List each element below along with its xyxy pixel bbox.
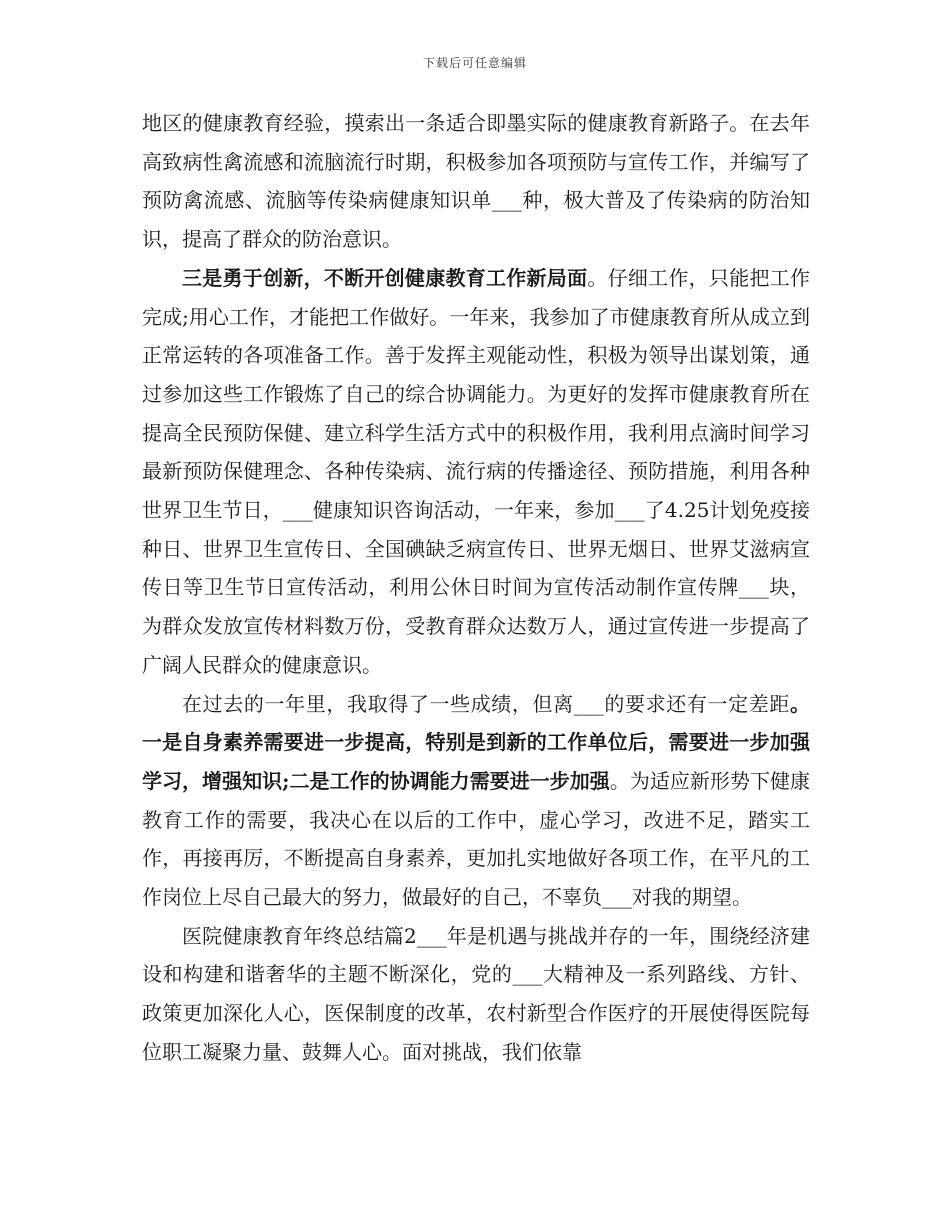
paragraph-3-emphasis: 。一是自身素养需要进一步提高，特别是到新的工作单位后，需要进一步加强学习，增强知识;二是工作的协调能力需要进一步加强: [142, 691, 810, 793]
page-header: 下载后可任意编辑: [422, 56, 527, 70]
paragraph-3-intro: 在过去的一年里，我取得了一些成绩，但离___的要求还有一定差距: [182, 691, 790, 716]
paragraph-1: 地区的健康教育经验，摸索出一条适合即墨实际的健康教育新路子。在去年高致病性禽流感和流脑流行时期，积极参加各项预防与宣传工作，并编写了预防禽流感、流脑等传染病健康知识单___种，极大普及了传染病的防治知识，提高了群众的防治意识。: [142, 111, 810, 252]
paragraph-4: 医院健康教育年终总结篇2___年是机遇与挑战并存的一年，围绕经济建设和构建和谐奢华的主题不断深化，党的___大精神及一系列路线、方针、政策更加深化人心，医保制度的改革，农村新型合作医疗的开展使得医院每位职工凝聚力量、鼓舞人心。面对挑战，我们依靠: [142, 923, 810, 1064]
paragraph-2: [142, 259, 810, 685]
document-body: [142, 104, 810, 1072]
paragraph-3-text: 。为适应新形势下健康教育工作的需要，我决心在以后的工作中，虚心学习，改进不足，踏实工作，再接再厉，不断提高自身素养，更加扎实地做好各项工作，在平凡的工作岗位上尽自己最大的努力，做最好的自己，不辜负___对我的期望。: [142, 768, 810, 910]
paragraph-2-text: 。仔细工作，只能把工作完成;用心工作，才能把工作做好。一年来，我参加了市健康教育所从成立到正常运转的各项准备工作。善于发挥主观能动性，积极为领导出谋划策，通过参加这些工作锻炼了自己的综合协调能力。为更好的发挥市健康教育所在提高全民预防保健、建立科学生活方式中的积极作用，我利用点滴时间学习最新预防保健理念、各种传染病、流行病的传播途径、预防措施，利用各种世界卫生节日，___健康知识咨询活动，一年来，参加___了4.25计划免疫接种日、世界卫生宣传日、全国碘缺乏病宣传日、世界无烟日、世界艾滋病宣传日等卫生节日宣传活动，利用公休日时间为宣传活动制作宣传牌___块，为群众发放宣传材料数万份，受教育群众达数万人，通过宣传进一步提高了广阔人民群众的健康意识。: [142, 265, 811, 677]
paragraph-3: [142, 685, 810, 917]
paragraph-2-heading: 三是勇于创新，不断开创健康教育工作新局面: [182, 265, 588, 290]
